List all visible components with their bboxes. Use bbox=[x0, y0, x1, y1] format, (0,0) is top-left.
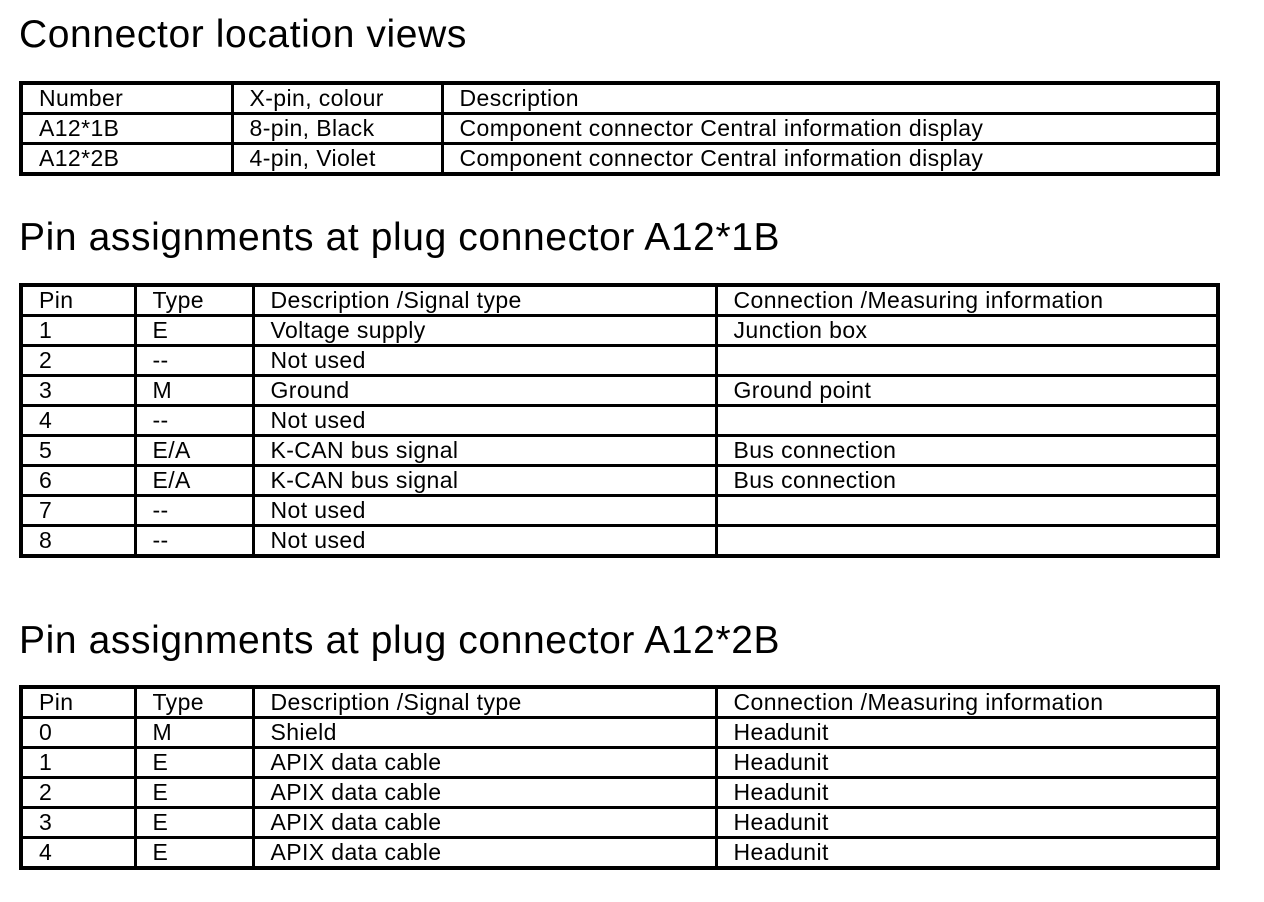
table-row bbox=[21, 718, 1218, 748]
table-cell: Headunit bbox=[716, 748, 1218, 778]
table-row bbox=[21, 466, 1218, 496]
connector-views-heading: Connector location views bbox=[19, 13, 467, 56]
table-cell: Not used bbox=[253, 526, 716, 557]
pins-a12-1b-table bbox=[19, 283, 1220, 558]
table-cell: APIX data cable bbox=[253, 748, 716, 778]
table-cell: 0 bbox=[21, 718, 135, 748]
table-cell: -- bbox=[135, 526, 253, 557]
table-cell: Bus connection bbox=[716, 436, 1218, 466]
table-cell: APIX data cable bbox=[253, 838, 716, 869]
table-cell: 8-pin, Black bbox=[232, 114, 442, 144]
table-cell: 6 bbox=[21, 466, 135, 496]
table-row bbox=[21, 316, 1218, 346]
table-row bbox=[21, 808, 1218, 838]
table-row bbox=[21, 376, 1218, 406]
connector-views-table bbox=[19, 81, 1220, 176]
table-row bbox=[21, 748, 1218, 778]
table-cell: 2 bbox=[21, 346, 135, 376]
table-cell: 7 bbox=[21, 496, 135, 526]
table-cell: E/A bbox=[135, 466, 253, 496]
table-cell bbox=[716, 346, 1218, 376]
column-header: Number bbox=[21, 83, 232, 114]
table-cell: E bbox=[135, 778, 253, 808]
header-row bbox=[21, 83, 1218, 114]
pins-a12-2b-table bbox=[19, 685, 1220, 870]
table-cell: Headunit bbox=[716, 838, 1218, 869]
table-row bbox=[21, 496, 1218, 526]
table-row bbox=[21, 406, 1218, 436]
column-header: Pin bbox=[21, 285, 135, 316]
table-cell: E bbox=[135, 316, 253, 346]
table-cell: K-CAN bus signal bbox=[253, 466, 716, 496]
header-row bbox=[21, 687, 1218, 718]
table-row bbox=[21, 436, 1218, 466]
table-row bbox=[21, 838, 1218, 869]
table-cell: 8 bbox=[21, 526, 135, 557]
column-header: Connection /Measuring information bbox=[716, 285, 1218, 316]
table-cell: E/A bbox=[135, 436, 253, 466]
table-cell: 2 bbox=[21, 778, 135, 808]
table-cell: Component connector Central information display bbox=[442, 144, 1218, 175]
table-cell: Not used bbox=[253, 346, 716, 376]
table-cell: Bus connection bbox=[716, 466, 1218, 496]
table-cell: A12*2B bbox=[21, 144, 232, 175]
column-header: Description /Signal type bbox=[253, 687, 716, 718]
table-cell: APIX data cable bbox=[253, 778, 716, 808]
table-cell: 3 bbox=[21, 808, 135, 838]
table-row bbox=[21, 114, 1218, 144]
table-cell: 4 bbox=[21, 406, 135, 436]
table-cell: Ground point bbox=[716, 376, 1218, 406]
table-cell: -- bbox=[135, 496, 253, 526]
table-cell: Junction box bbox=[716, 316, 1218, 346]
table-cell bbox=[716, 406, 1218, 436]
column-header: Description /Signal type bbox=[253, 285, 716, 316]
table-row bbox=[21, 526, 1218, 557]
table-cell: APIX data cable bbox=[253, 808, 716, 838]
table-cell: Headunit bbox=[716, 808, 1218, 838]
column-header: Type bbox=[135, 285, 253, 316]
column-header: X-pin, colour bbox=[232, 83, 442, 114]
table-cell: 1 bbox=[21, 316, 135, 346]
table-cell: M bbox=[135, 376, 253, 406]
table-cell: Voltage supply bbox=[253, 316, 716, 346]
column-header: Connection /Measuring information bbox=[716, 687, 1218, 718]
column-header: Pin bbox=[21, 687, 135, 718]
table-cell: -- bbox=[135, 406, 253, 436]
column-header: Description bbox=[442, 83, 1218, 114]
pins-a12-1b-heading: Pin assignments at plug connector A12*1B bbox=[19, 216, 781, 259]
table-cell: 1 bbox=[21, 748, 135, 778]
table-cell: 4 bbox=[21, 838, 135, 869]
table-row bbox=[21, 144, 1218, 175]
pins-a12-2b-heading: Pin assignments at plug connector A12*2B bbox=[19, 619, 781, 662]
table-cell: K-CAN bus signal bbox=[253, 436, 716, 466]
table-cell: E bbox=[135, 838, 253, 869]
table-cell bbox=[716, 496, 1218, 526]
table-cell: Shield bbox=[253, 718, 716, 748]
table-cell: Not used bbox=[253, 406, 716, 436]
table-cell: A12*1B bbox=[21, 114, 232, 144]
table-cell: Headunit bbox=[716, 778, 1218, 808]
table-cell: 3 bbox=[21, 376, 135, 406]
table-cell: E bbox=[135, 748, 253, 778]
table-cell: Component connector Central information display bbox=[442, 114, 1218, 144]
table-cell: M bbox=[135, 718, 253, 748]
table-cell: -- bbox=[135, 346, 253, 376]
column-header: Type bbox=[135, 687, 253, 718]
table-cell bbox=[716, 526, 1218, 557]
table-cell: Ground bbox=[253, 376, 716, 406]
header-row bbox=[21, 285, 1218, 316]
table-cell: Headunit bbox=[716, 718, 1218, 748]
table-cell: 4-pin, Violet bbox=[232, 144, 442, 175]
table-cell: E bbox=[135, 808, 253, 838]
table-row bbox=[21, 346, 1218, 376]
table-cell: Not used bbox=[253, 496, 716, 526]
table-cell: 5 bbox=[21, 436, 135, 466]
table-row bbox=[21, 778, 1218, 808]
